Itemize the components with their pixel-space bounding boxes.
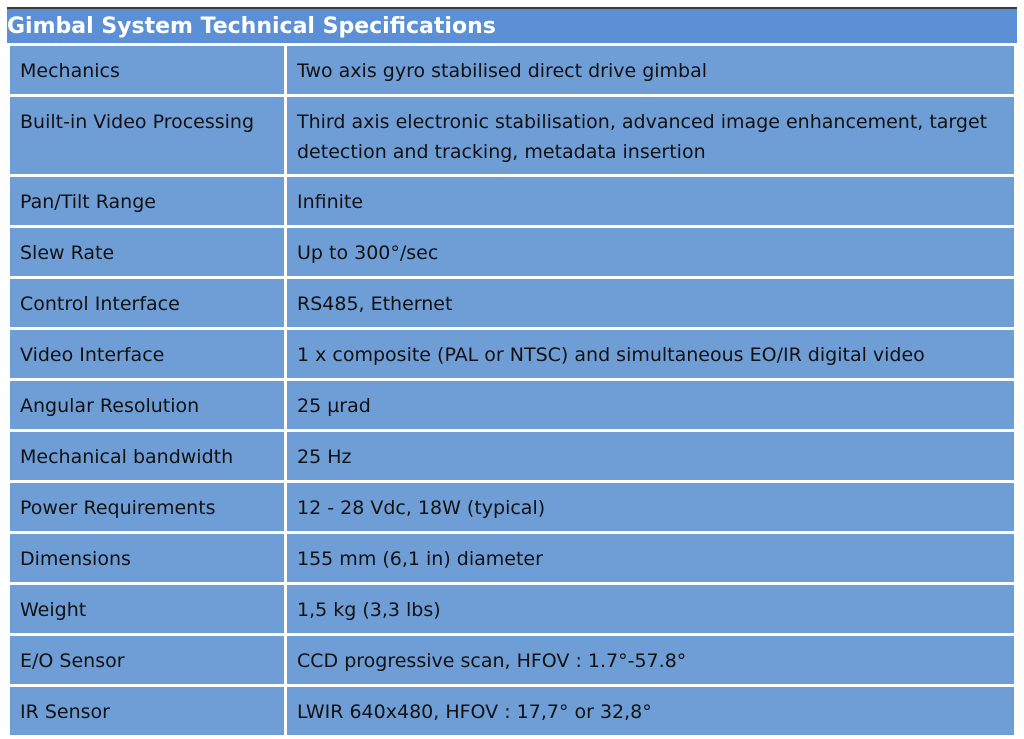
table-row xyxy=(9,176,1016,227)
row-label: Built-in Video Processing xyxy=(9,96,286,176)
row-label: Angular Resolution xyxy=(9,380,286,431)
table-row xyxy=(9,45,1016,96)
row-label: E/O Sensor xyxy=(9,635,286,686)
row-label: Mechanical bandwidth xyxy=(9,431,286,482)
table-row xyxy=(9,584,1016,635)
row-label: Mechanics xyxy=(9,45,286,96)
table-row xyxy=(9,431,1016,482)
row-value: 25 µrad xyxy=(286,380,1016,431)
row-label: Slew Rate xyxy=(9,227,286,278)
row-label: Weight xyxy=(9,584,286,635)
table-row xyxy=(9,380,1016,431)
row-label: Control Interface xyxy=(9,278,286,329)
table-row xyxy=(9,533,1016,584)
table-row xyxy=(9,278,1016,329)
row-value: Up to 300°/sec xyxy=(286,227,1016,278)
row-value: 1 x composite (PAL or NTSC) and simultaneous EO/IR digital video xyxy=(286,329,1016,380)
row-value: Third axis electronic stabilisation, advanced image enhancement, target detection and tracking, metadata insertion xyxy=(286,96,1016,176)
row-value: Infinite xyxy=(286,176,1016,227)
table-title: Gimbal System Technical Specifications xyxy=(7,7,1017,43)
row-label: IR Sensor xyxy=(9,686,286,737)
table-row xyxy=(9,227,1016,278)
row-value: Two axis gyro stabilised direct drive gimbal xyxy=(286,45,1016,96)
table-row xyxy=(9,686,1016,737)
row-value: CCD progressive scan, HFOV : 1.7°-57.8° xyxy=(286,635,1016,686)
row-value: 12 - 28 Vdc, 18W (typical) xyxy=(286,482,1016,533)
row-value: 155 mm (6,1 in) diameter xyxy=(286,533,1016,584)
row-label: Pan/Tilt Range xyxy=(9,176,286,227)
row-value: LWIR 640x480, HFOV : 17,7° or 32,8° xyxy=(286,686,1016,737)
row-label: Power Requirements xyxy=(9,482,286,533)
spec-table xyxy=(7,43,1017,738)
table-row xyxy=(9,482,1016,533)
row-value: RS485, Ethernet xyxy=(286,278,1016,329)
row-label: Dimensions xyxy=(9,533,286,584)
row-label: Video Interface xyxy=(9,329,286,380)
table-row xyxy=(9,96,1016,176)
table-row xyxy=(9,329,1016,380)
spec-sheet xyxy=(7,7,1017,738)
row-value: 25 Hz xyxy=(286,431,1016,482)
table-row xyxy=(9,635,1016,686)
row-value: 1,5 kg (3,3 lbs) xyxy=(286,584,1016,635)
